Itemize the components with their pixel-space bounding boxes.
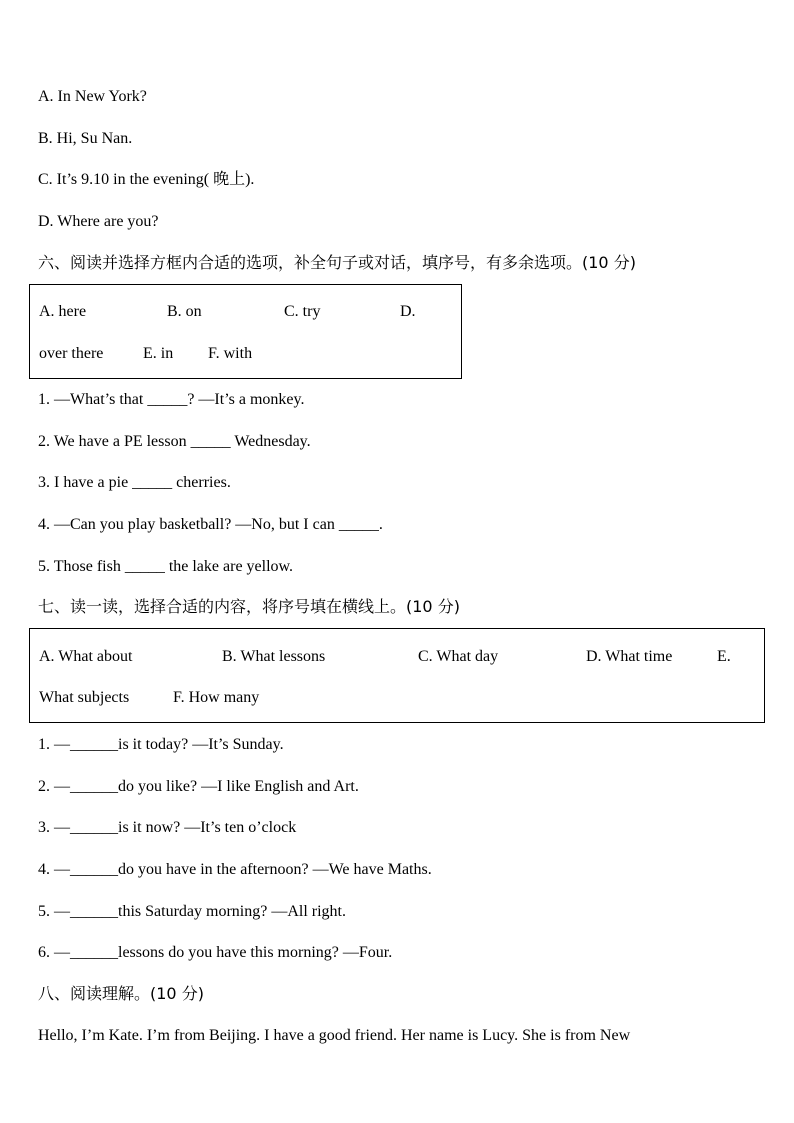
- reading-passage: Hello, I’m Kate. I’m from Beijing. I have a good friend. Her name is Lucy. She is from New: [38, 1027, 631, 1044]
- s7-option-e-text: What subjects: [39, 689, 130, 706]
- s7-question-3: 3. —______is it now? —It’s ten o’clock: [38, 819, 297, 836]
- section8-heading: 八、阅读理解。(10 分): [38, 984, 204, 1003]
- option-b: B. Hi, Su Nan.: [38, 130, 133, 147]
- option-a: A. In New York?: [38, 88, 147, 105]
- s6-option-b: B. on: [167, 303, 202, 320]
- s6-option-d-prefix: D.: [400, 303, 416, 320]
- section6-options-box: [29, 284, 462, 379]
- s6-option-e: E. in: [143, 345, 174, 362]
- option-d: D. Where are you?: [38, 213, 159, 230]
- s7-option-c: C. What day: [418, 648, 499, 665]
- s6-question-5: 5. Those fish _____ the lake are yellow.: [38, 558, 294, 575]
- s6-option-a: A. here: [39, 303, 87, 320]
- s6-question-2: 2. We have a PE lesson _____ Wednesday.: [38, 433, 311, 450]
- s7-question-1: 1. —______is it today? —It’s Sunday.: [38, 736, 284, 753]
- s6-question-1: 1. —What’s that _____? —It’s a monkey.: [38, 391, 305, 408]
- s6-option-c: C. try: [284, 303, 321, 320]
- s6-option-f: F. with: [208, 345, 253, 362]
- s6-question-4: 4. —Can you play basketball? —No, but I can _____.: [38, 516, 383, 533]
- s7-question-6: 6. —______lessons do you have this morning? —Four.: [38, 944, 393, 961]
- s7-option-f: F. How many: [173, 689, 260, 706]
- option-c: C. It’s 9.10 in the evening( 晚上).: [38, 171, 255, 188]
- section7-options-box: [29, 628, 765, 723]
- s7-option-b: B. What lessons: [222, 648, 326, 665]
- s7-question-2: 2. —______do you like? —I like English and Art.: [38, 778, 359, 795]
- s7-question-4: 4. —______do you have in the afternoon? —We have Maths.: [38, 861, 432, 878]
- section7-heading: 七、读一读，选择合适的内容，将序号填在横线上。(10 分): [38, 597, 460, 616]
- s7-question-5: 5. —______this Saturday morning? —All right.: [38, 903, 346, 920]
- s6-question-3: 3. I have a pie _____ cherries.: [38, 474, 231, 491]
- section6-heading: 六、阅读并选择方框内合适的选项，补全句子或对话，填序号，有多余选项。(10 分): [38, 253, 636, 272]
- s7-option-a: A. What about: [39, 648, 133, 665]
- s6-option-d-text: over there: [39, 345, 104, 362]
- s7-option-e-prefix: E.: [717, 648, 731, 665]
- s7-option-d: D. What time: [586, 648, 673, 665]
